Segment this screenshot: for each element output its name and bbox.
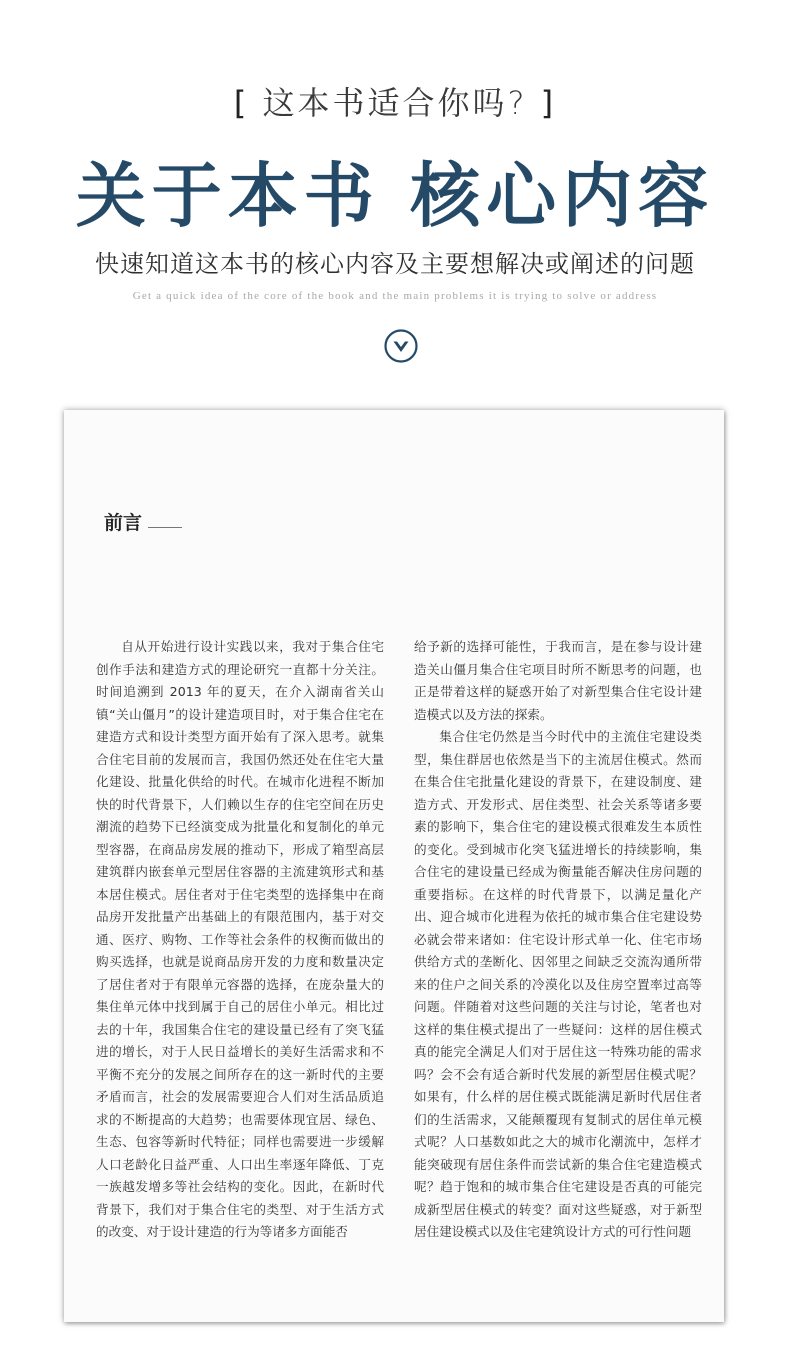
paragraph: 给予新的选择可能性，于我而言，是在参与设计建造关山僵月集合住宅项目时所不断思考的问题，也正是带着这样的疑惑开始了对新型集合住宅设计建造模式以及方法的探索。: [414, 639, 702, 722]
bracket-right: ]: [540, 84, 557, 122]
book-page: [64, 410, 724, 1322]
right-column: [414, 636, 702, 1244]
left-column: [96, 636, 384, 1244]
subtitle-text: 这本书适合你吗?: [262, 84, 528, 122]
header-subtitle: [0, 78, 790, 124]
header-description: 快速知道这本书的核心内容及主要想解决或阐述的问题: [95, 250, 695, 278]
header-english: Get a quick idea of the core of the book and the main problems it is trying to solve or address: [132, 290, 658, 302]
paragraph: 自从开始进行设计实践以来，我对于集合住宅创作手法和建造方式的理论研究一直都十分关注。时间追溯到 2013 年的夏天，在介入湖南省关山镇“关山僵月”的设计建造项目时，对于集合住宅在建造方式和设计类型方面开始有了深入思考。就集合住宅目前的发展而言，我国仍然还处在住宅大量化建设、批量化供给的时代。在城市化进程不断加快的时代背景下，人们赖以生存的住宅空间在历史潮流的趋势下已经演变成为批量化和复制化的单元型容器，在商品房发展的推动下，形成了箱型高层建筑群内嵌套单元型居住容器的主流建筑形式和基本居住模式。居住者对于住宅类型的选择集中在商品房开发批量产出基础上的有限范围内，基于对交通、医疗、购物、工作等社会条件的权衡而做出的购买选择，也就是说商品房开发的力度和数量决定了居住者对于有限单元容器的选择，在庞杂量大的集住单元体中找到属于自己的居住小单元。相比过去的十年，我国集合住宅的建设量已经有了突飞猛进的增长，对于人民日益增长的美好生活需求和不平衡不充分的发展之间所存在的这一新时代的主要矛盾而言，社会的发展需要迎合人们对生活品质追求的不断提高的大趋势；也需要体现宜居、绿色、生态、包容等新时代特征；同样也需要进一步缓解人口老龄化日益严重、人口出生率逐年降低、丁克一族越发增多等社会结构的变化。因此，在新时代背景下，我们对于集合住宅的类型、对于生活方式的改变、对于设计建造的行为等诸多方面能否: [96, 639, 384, 1239]
heading-underline: [148, 527, 182, 528]
page-title: 关于本书 核心内容: [75, 154, 715, 237]
bracket-left: [: [233, 84, 250, 122]
paragraph: 集合住宅仍然是当今时代中的主流住宅建设类型，集住群居也依然是当下的主流居住模式。然而在集合住宅批量化建设的背景下，在建设制度、建造方式、开发形式、居住类型、社会关系等诸多要素的影响下，集合住宅的建设模式很难发生本质性的变化。受到城市化突飞猛进增长的持续影响，集合住宅的建设量已经成为衡量能否解决住房问题的重要指标。在这样的时代背景下，以满足量化产出、迎合城市化进程为依托的城市集合住宅建设势必就会带来诸如：住宅设计形式单一化、住宅市场供给方式的垄断化、因邻里之间缺乏交流沟通所带来的住户之间关系的冷漠化以及住房空置率过高等问题。伴随着对这些问题的关注与讨论，笔者也对这样的集住模式提出了一些疑问：这样的居住模式真的能完全满足人们对于居住这一特殊功能的需求吗？会不会有适合新时代发展的新型居住模式呢？如果有，什么样的居住模式既能满足新时代居住者们的生活需求，又能颠覆现有复制式的居住单元模式呢？人口基数如此之大的城市化潮流中，怎样才能突破现有居住条件而尝试新的集合住宅建造模式呢？趋于饱和的城市集合住宅建设是否真的可能完成新型居住模式的转变？面对这些疑惑，对于新型居住建设模式以及住宅建筑设计方式的可行性问题: [414, 729, 702, 1239]
preface-heading: 前言: [104, 512, 143, 534]
chevron-down-circle-icon: [384, 329, 418, 363]
